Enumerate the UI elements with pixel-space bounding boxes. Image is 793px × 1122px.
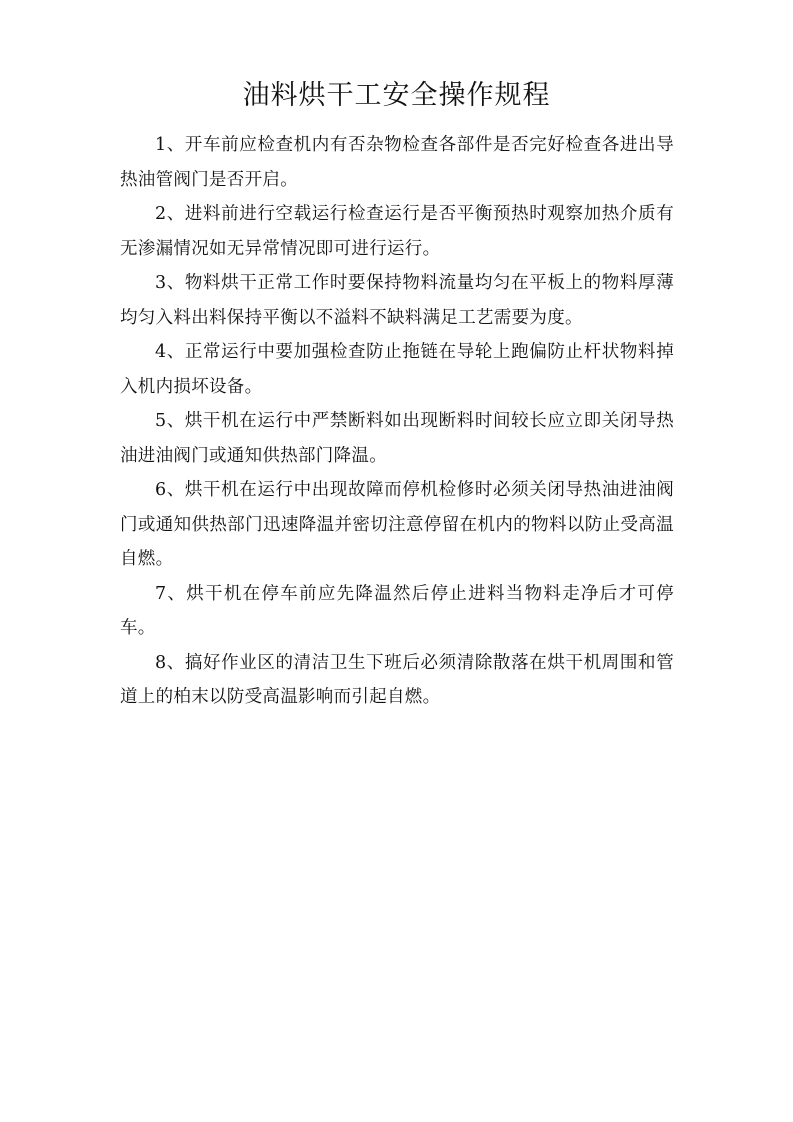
paragraph-3: 3、物料烘干正常工作时要保持物料流量均匀在平板上的物料厚薄均匀入料出料保持平衡以不溢料不缺料满足工艺需要为度。: [120, 273, 674, 328]
paragraph-2: 2、进料前进行空载运行检查运行是否平衡预热时观察加热介质有无渗漏情况如无异常情况即可进行运行。: [120, 204, 674, 259]
document-title: 油料烘干工安全操作规程: [242, 80, 551, 111]
paragraph-7: 7、烘干机在停车前应先降温然后停止进料当物料走净后才可停车。: [120, 583, 674, 638]
paragraph-4: 4、正常运行中要加强检查防止拖链在导轮上跑偏防止杆状物料掉入机内损坏设备。: [120, 342, 674, 397]
paragraph-6: 6、烘干机在运行中出现故障而停机检修时必须关闭导热油进油阀门或通知供热部门迅速降温并密切注意停留在机内的物料以防止受高温自燃。: [120, 480, 674, 569]
paragraph-5: 5、烘干机在运行中严禁断料如出现断料时间较长应立即关闭导热油进油阀门或通知供热部门降温。: [120, 411, 674, 466]
paragraph-8: 8、搞好作业区的清洁卫生下班后必须清除散落在烘干机周围和管道上的柏末以防受高温影响而引起自燃。: [120, 652, 674, 707]
document-body: [120, 128, 674, 715]
paragraph-1: 1、开车前应检查机内有否杂物检查各部件是否完好检查各进出导热油管阀门是否开启。: [120, 135, 674, 190]
